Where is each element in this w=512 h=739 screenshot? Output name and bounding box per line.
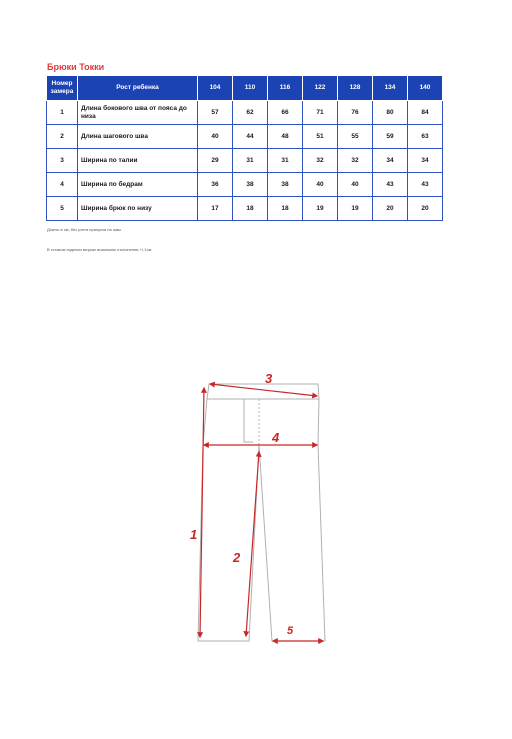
header-size: 104 (198, 76, 233, 101)
row-value: 44 (233, 125, 268, 149)
header-size: 122 (303, 76, 338, 101)
row-value: 31 (268, 149, 303, 173)
row-value: 17 (198, 197, 233, 221)
row-value: 43 (408, 173, 443, 197)
row-value: 84 (408, 101, 443, 125)
note-units: Длины в см, без учета припуска на швы (47, 227, 121, 232)
row-param: Ширина брюк по низу (78, 197, 198, 221)
row-value: 57 (198, 101, 233, 125)
row-value: 18 (233, 197, 268, 221)
row-number: 4 (47, 173, 78, 197)
header-param: Рост ребенка (78, 76, 198, 101)
row-value: 38 (233, 173, 268, 197)
measure-label-1: 1 (190, 527, 198, 542)
header-size: 134 (373, 76, 408, 101)
measure-label-2: 2 (233, 550, 241, 565)
row-value: 71 (303, 101, 338, 125)
row-value: 34 (408, 149, 443, 173)
row-param: Длина шагового шва (78, 125, 198, 149)
row-value: 19 (338, 197, 373, 221)
header-number: Номер замера (47, 76, 78, 101)
row-value: 59 (373, 125, 408, 149)
measure-line-3 (210, 384, 317, 396)
row-value: 40 (303, 173, 338, 197)
row-value: 20 (408, 197, 443, 221)
row-value: 20 (373, 197, 408, 221)
row-value: 29 (198, 149, 233, 173)
row-value: 51 (303, 125, 338, 149)
row-number: 1 (47, 101, 78, 125)
pants-outline (198, 384, 325, 641)
measure-line-2 (246, 452, 259, 636)
row-value: 36 (198, 173, 233, 197)
header-size: 116 (268, 76, 303, 101)
row-param: Ширина по талии (78, 149, 198, 173)
row-value: 43 (373, 173, 408, 197)
row-value: 34 (373, 149, 408, 173)
row-number: 2 (47, 125, 78, 149)
row-value: 63 (408, 125, 443, 149)
row-value: 66 (268, 101, 303, 125)
row-number: 5 (47, 197, 78, 221)
row-value: 48 (268, 125, 303, 149)
row-value: 32 (338, 149, 373, 173)
row-value: 18 (268, 197, 303, 221)
row-value: 38 (268, 173, 303, 197)
measure-label-3: 3 (265, 371, 273, 386)
row-value: 76 (338, 101, 373, 125)
row-param: Ширина по бедрам (78, 173, 198, 197)
row-value: 62 (233, 101, 268, 125)
document-title: Брюки Токки (47, 62, 105, 72)
row-number: 3 (47, 149, 78, 173)
row-value: 31 (233, 149, 268, 173)
row-value: 55 (338, 125, 373, 149)
header-size: 140 (408, 76, 443, 101)
note-tolerance: В готовом изделии мерках возможны отклонения +/-1см (47, 247, 152, 252)
measure-lines (200, 384, 323, 641)
measure-line-1 (200, 388, 204, 637)
row-value: 32 (303, 149, 338, 173)
row-value: 40 (198, 125, 233, 149)
measure-label-4: 4 (272, 430, 280, 445)
row-value: 40 (338, 173, 373, 197)
header-size: 128 (338, 76, 373, 101)
row-param: Длина бокового шва от пояса до низа (78, 101, 198, 125)
row-value: 19 (303, 197, 338, 221)
measure-label-5: 5 (287, 625, 294, 637)
row-value: 80 (373, 101, 408, 125)
header-size: 110 (233, 76, 268, 101)
